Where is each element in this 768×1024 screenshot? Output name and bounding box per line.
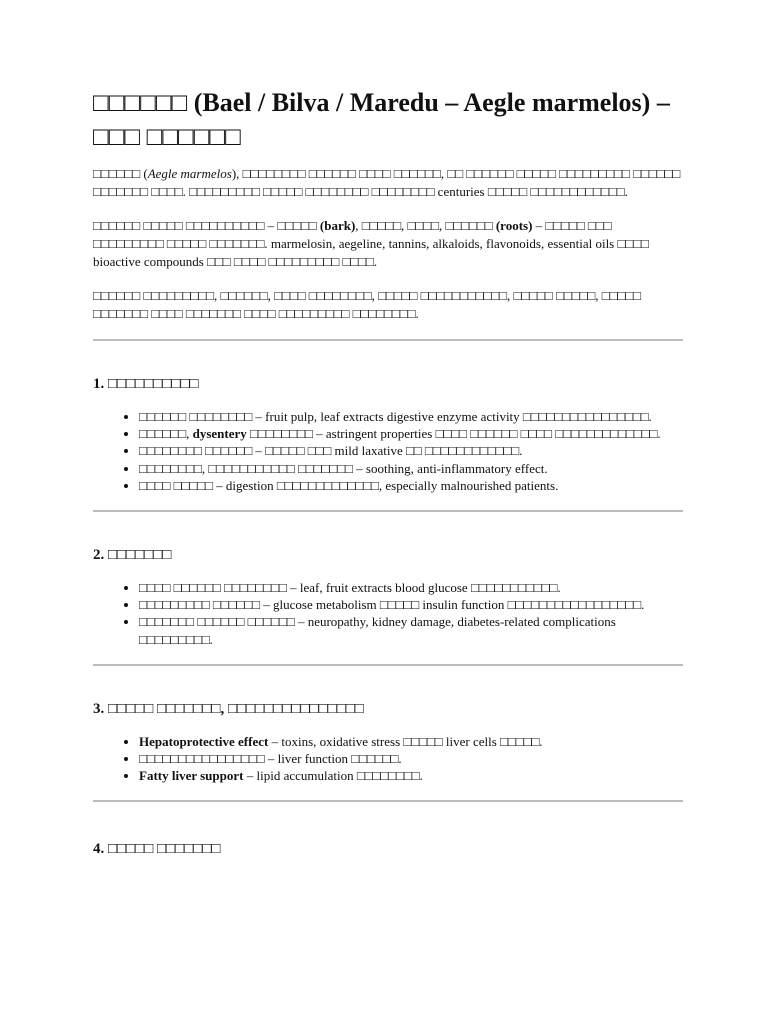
section-divider	[93, 800, 683, 802]
bold-text: (roots)	[495, 218, 533, 233]
section-diabetes	[93, 545, 683, 666]
section-divider	[93, 664, 683, 666]
list-item: • □□□□□□□□□□□□□□□□ – liver function □□□□□□.	[139, 750, 683, 767]
bullet-list	[93, 579, 683, 648]
list-item: • □□□□□□, dysentery □□□□□□□□ – astringent properties □□□□ □□□□□□ □□□□ □□□□□□□□□□□□□.	[139, 425, 683, 442]
document-body	[93, 86, 683, 873]
section-four	[93, 839, 683, 859]
section-heading: 3. □□□□□ □□□□□□□, □□□□□□□□□□□□□□□	[93, 700, 364, 717]
list-item: • □□□□□□□ □□□□□□ □□□□□□ – neuropathy, kidney damage, diabetes-related complications □□□□□□□□□.	[139, 613, 683, 647]
list-item: • Fatty liver support – lipid accumulation □□□□□□□□.	[139, 767, 683, 784]
list-item: • Hepatoprotective effect – toxins, oxidative stress □□□□□ liver cells □□□□□.	[139, 733, 683, 750]
list-item: • □□□□□□ □□□□□□□□ – fruit pulp, leaf extracts digestive enzyme activity □□□□□□□□□□□□□□□□.	[139, 408, 683, 425]
section-heading: 4. □□□□□ □□□□□□□	[93, 841, 221, 858]
list-item: • □□□□ □□□□□□ □□□□□□□□ – leaf, fruit extracts blood glucose □□□□□□□□□□□.	[139, 579, 683, 596]
list-item: • □□□□□□□□ □□□□□□ – □□□□□ □□□ mild laxative □□ □□□□□□□□□□□□.	[139, 442, 683, 459]
section-liver	[93, 699, 683, 803]
bullet-list	[93, 733, 683, 785]
italic-text: Aegle marmelos	[147, 166, 232, 181]
section-divider	[93, 510, 683, 512]
bold-text: dysentery	[192, 426, 247, 442]
bullet-list	[93, 408, 683, 494]
section-divider	[93, 339, 683, 341]
uses-paragraph: □□□□□□ □□□□□□□□□, □□□□□□, □□□□ □□□□□□□□, □□□□□ □□□□□□□□□□□, □□□□□ □□□□□, □□□□□ □□□□□□□ □□□□ □□□□□□□ □□□□ □□□□□□□□□ □□□□□□□□.	[93, 288, 642, 321]
document-title: □□□□□□ (Bael / Bilva / Maredu – Aegle marmelos) – □□□ □□□□□□	[93, 88, 670, 151]
section-digestion	[93, 374, 683, 512]
bold-text: Hepatoprotective effect	[139, 733, 269, 749]
parts-paragraph: □□□□□□ □□□□□ □□□□□□□□□□ – □□□□□ (bark), □□□□□, □□□□, □□□□□□ (roots) – □□□□□ □□□ □□□□□□□□□ □□□□□ □□□□□□□. marmelosin, aegeline, tannins, alkaloids, flavonoids, essential oils □□□□ bioactive compounds □□□ □□□□ □□□□□□□□□ □□□□.	[93, 218, 649, 269]
list-item: • □□□□□□□□□ □□□□□□ – glucose metabolism □□□□□ insulin function □□□□□□□□□□□□□□□□□.	[139, 596, 683, 613]
bold-text: Fatty liver support	[139, 768, 244, 784]
intro-paragraph: □□□□□□ (Aegle marmelos), □□□□□□□□ □□□□□□ □□□□ □□□□□□, □□ □□□□□□ □□□□□ □□□□□□□□□ □□□□□□ □□□□□□□ □□□□. □□□□□□□□□ □□□□□ □□□□□□□□ □□□□□□□□ centuries □□□□□ □□□□□□□□□□□□.	[93, 166, 681, 199]
section-heading: 2. □□□□□□□	[93, 547, 172, 564]
list-item: • □□□□□□□□, □□□□□□□□□□□ □□□□□□□ – soothing, anti-inflammatory effect.	[139, 460, 683, 477]
list-item: • □□□□ □□□□□ – digestion □□□□□□□□□□□□□, especially malnourished patients.	[139, 477, 683, 494]
section-heading: 1. □□□□□□□□□□	[93, 376, 199, 392]
bold-text: (bark)	[319, 218, 356, 233]
